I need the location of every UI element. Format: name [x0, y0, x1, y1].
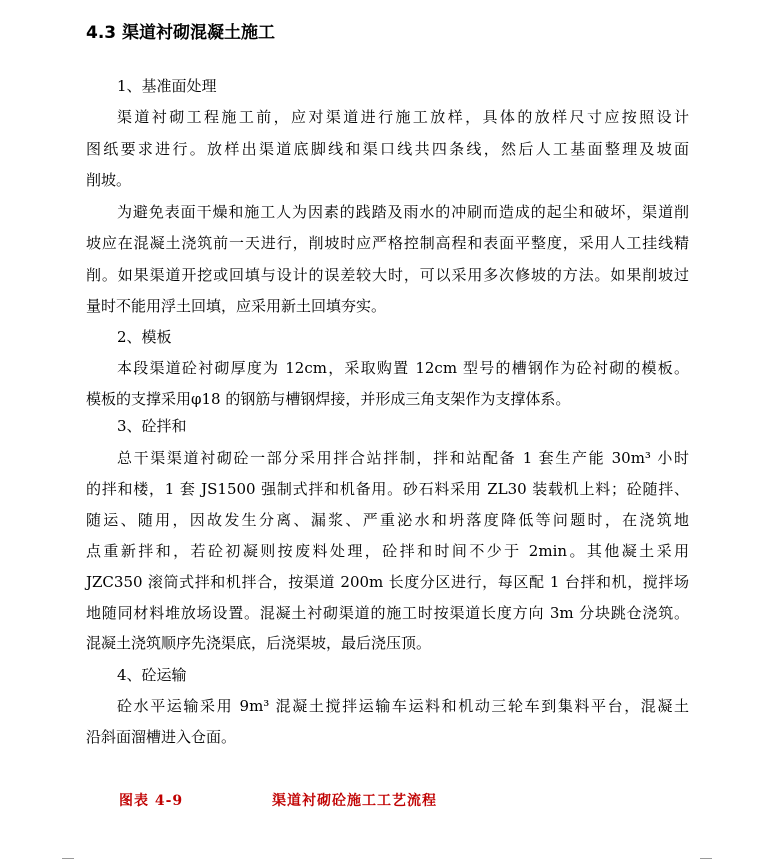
paragraph-line: 总干渠渠道衬砌砼一部分采用拌合站拌制，拌和站配备 1 套生产能 30m³ 小时 — [117, 449, 689, 467]
page-corner-mark-right — [700, 858, 712, 859]
paragraph-line: 砼水平运输采用 9m³ 混凝土搅拌运输车运料和机动三轮车到集料平台，混凝土 — [117, 697, 689, 715]
paragraph-line: 量时不能用浮土回填，应采用新土回填夯实。 — [86, 297, 387, 315]
paragraph-line: 为避免表面干燥和施工人为因素的践踏及雨水的冲刷而造成的起尘和破坏，渠道削 — [117, 203, 689, 221]
paragraph-line: 本段渠道砼衬砌厚度为 12cm，采取购置 12cm 型号的槽钢作为砼衬砌的模板。 — [117, 359, 689, 377]
paragraph-line: 地随同材料堆放场设置。混凝土衬砌渠道的施工时按渠道长度方向 3m 分块跳仓浇筑。 — [86, 604, 689, 622]
subheading-formwork: 2、模板 — [117, 328, 172, 346]
figure-title: 渠道衬砌砼施工工艺流程 — [272, 793, 437, 809]
paragraph-line: 混凝土浇筑顺序先浇渠底，后浇渠坡，最后浇压顶。 — [86, 634, 432, 652]
paragraph-line: 渠道衬砌工程施工前，应对渠道进行施工放样，具体的放样尺寸应按照设计 — [117, 108, 689, 126]
paragraph-line: 点重新拌和，若砼初凝则按废料处理，砼拌和时间不少于 2min。其他凝土采用 — [86, 542, 689, 560]
paragraph-line: 削。如果渠道开挖或回填与设计的误差较大时，可以采用多次修坡的方法。如果削坡过 — [86, 266, 689, 284]
paragraph-line: 模板的支撑采用φ18 的钢筋与槽钢焊接，并形成三角支架作为支撑体系。 — [86, 390, 571, 408]
subheading-concrete-transport: 4、砼运输 — [117, 666, 187, 684]
paragraph-line: 图纸要求进行。放样出渠道底脚线和渠口线共四条线，然后人工基面整理及坡面 — [86, 140, 689, 158]
page-corner-mark-left — [62, 858, 74, 859]
section-heading: 4.3 渠道衬砌混凝土施工 — [86, 23, 276, 43]
paragraph-line: JZC350 滚筒式拌和机拌合，按渠道 200m 长度分区进行，每区配 1 台拌和机，搅拌场 — [86, 573, 689, 591]
subheading-base-treatment: 1、基准面处理 — [117, 77, 217, 95]
figure-label: 图表 4-9 — [119, 793, 184, 809]
paragraph-line: 削坡。 — [86, 171, 132, 189]
paragraph-line: 的拌和楼，1 套 JS1500 强制式拌和机备用。砂石料采用 ZL30 装载机上料；砼随拌、 — [86, 480, 689, 498]
subheading-concrete-mixing: 3、砼拌和 — [117, 417, 187, 435]
paragraph-line: 坡应在混凝土浇筑前一天进行，削坡时应严格控制高程和表面平整度，采用人工挂线精 — [86, 234, 689, 252]
paragraph-line: 沿斜面溜槽进入仓面。 — [86, 728, 237, 746]
paragraph-line: 随运、随用，因故发生分离、漏浆、严重泌水和坍落度降低等问题时，在浇筑地 — [86, 511, 689, 529]
